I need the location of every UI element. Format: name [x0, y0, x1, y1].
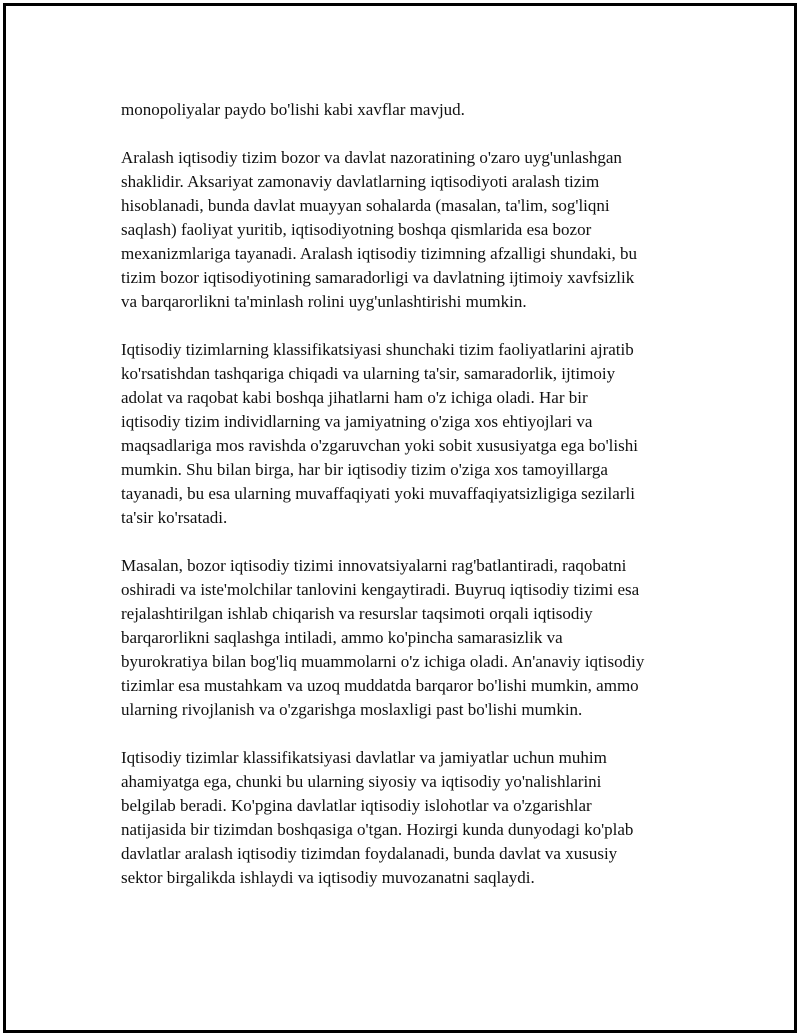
paragraph-2: Aralash iqtisodiy tizim bozor va davlat nazoratining o'zaro uyg'unlashgan shaklidir. Aksariyat zamonaviy davlatlarning iqtisodiyoti aralash tizim hisoblanadi, bunda davlat muayyan sohalarda (masalan, ta'lim, sog'liqni saqlash) faoliyat yuritib, iqtisodiyotning boshqa qismlarida esa bozor mexanizmlariga tayanadi. Aralash iqtisodiy tizimning afzalligi shundaki, bu tizim bozor iqtisodiyotining samaradorligi va davlatning ijtimoiy xavfsizlik va barqarorlikni ta'minlash rolini uyg'unlashtirishi mumkin.: [121, 148, 638, 311]
paragraph-4: Masalan, bozor iqtisodiy tizimi innovatsiyalarni rag'batlantiradi, raqobatni oshiradi va iste'molchilar tanlovini kengaytiradi. Buyruq iqtisodiy tizimi esa rejalashtirilgan ishlab chiqarish va resurslar taqsimoti orqali iqtisodiy barqarorlikni saqlashga intiladi, ammo ko'pincha samarasizlik va byurokratiya bilan bog'liq muammolarni o'z ichiga oladi. An'anaviy iqtisodiy tizimlar esa mustahkam va uzoq muddatda barqaror bo'lishi mumkin, ammo ularning rivojlanish va o'zgarishga moslaxligi past bo'lishi mumkin.: [121, 556, 645, 719]
document-page: [3, 3, 797, 1033]
document-body: [121, 98, 711, 914]
paragraph-3: Iqtisodiy tizimlarning klassifikatsiyasi shunchaki tizim faoliyatlarini ajratib ko'rsatishdan tashqariga chiqadi va ularning ta'sir, samaradorlik, ijtimoiy adolat va raqobat kabi boshqa jihatlarni ham o'z ichiga oladi. Har bir iqtisodiy tizim individlarning va jamiyatning o'ziga xos ehtiyojlari va maqsadlariga mos ravishda o'zgaruvchan yoki sobit xususiyatga ega bo'lishi mumkin. Shu bilan birga, har bir iqtisodiy tizim o'ziga xos tamoyillarga tayanadi, bu esa ularning muvaffaqiyati yoki muvaffaqiyatsizligiga sezilarli ta'sir ko'rsatadi.: [121, 340, 638, 527]
paragraph-5: Iqtisodiy tizimlar klassifikatsiyasi davlatlar va jamiyatlar uchun muhim ahamiyatga ega, chunki bu ularning siyosiy va iqtisodiy yo'nalishlarini belgilab beradi. Ko'pgina davlatlar iqtisodiy islohotlar va o'zgarishlar natijasida bir tizimdan boshqasiga o'tgan. Hozirgi kunda dunyodagi ko'plab davlatlar aralash iqtisodiy tizimdan foydalanadi, bunda davlat va xususiy sektor birgalikda ishlaydi va iqtisodiy muvozanatni saqlaydi.: [121, 748, 634, 887]
paragraph-1: monopoliyalar paydo bo'lishi kabi xavflar mavjud.: [121, 100, 465, 119]
